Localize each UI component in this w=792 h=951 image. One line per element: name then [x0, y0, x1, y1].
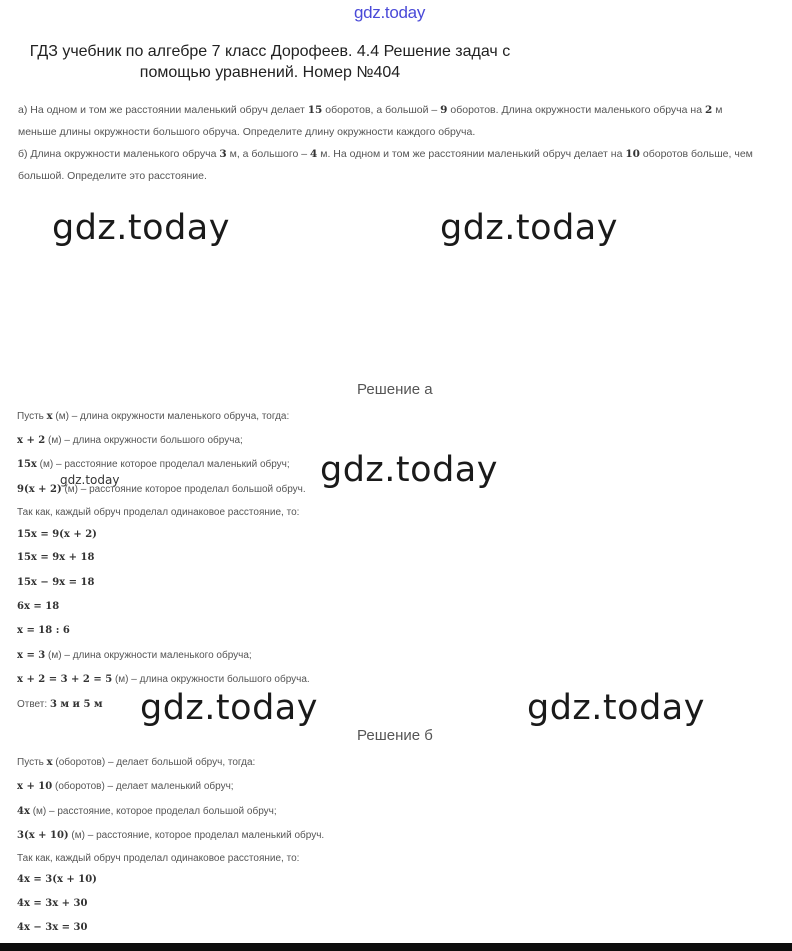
math: x: [46, 411, 53, 422]
text: (м) – расстояние которое проделал большой обруч.: [61, 484, 306, 495]
solution-b-heading: Решение б: [357, 727, 433, 744]
math: x + 2 = 3 + 2 = 5: [17, 674, 113, 685]
solution-a-line: [17, 650, 252, 661]
equation: 15x = 9(x + 2): [17, 529, 97, 540]
watermark: gdz.today: [527, 688, 705, 728]
number: 15: [307, 104, 323, 116]
text: (м) – расстояние, которое проделал маленький обруч.: [68, 830, 325, 841]
solution-b-line: [17, 830, 324, 841]
number: 9: [440, 104, 448, 116]
text: (оборотов) – делает маленький обруч;: [52, 781, 234, 792]
equation: 4x = 3x + 30: [17, 898, 88, 909]
solution-a-line: [17, 484, 306, 495]
text: м. На одном и том же расстоянии маленький обруч делает на: [317, 148, 626, 160]
text: а) На одном и том же расстоянии маленький обруч делает: [18, 104, 308, 116]
page-title: ГДЗ учебник по алгебре 7 класс Дорофеев. 4.4 Решение задач с помощью уравнений. Номер №404: [29, 43, 511, 81]
math: 3(x + 10): [17, 830, 69, 841]
problem-a-line-2: меньше длины окружности большого обруча. Определите длину окружности каждого обруча.: [18, 126, 476, 138]
equation: 6x = 18: [17, 601, 60, 612]
math: 9(x + 2): [17, 484, 62, 495]
math: 4x: [17, 806, 30, 817]
number: 2: [704, 104, 713, 116]
math: x + 2: [17, 435, 46, 446]
text: Пусть: [17, 411, 47, 422]
solution-a-line: Так как, каждый обруч проделал одинаковое расстояние, то:: [17, 507, 300, 518]
problem-a-line-1: [18, 104, 722, 116]
solution-b-line: [17, 757, 255, 768]
watermark-small: gdz.today: [60, 473, 120, 487]
watermark: gdz.today: [140, 688, 318, 728]
solution-a-answer: [17, 699, 103, 710]
site-logo[interactable]: gdz.today: [354, 3, 426, 22]
solution-b-line: [17, 806, 277, 817]
text: Пусть: [17, 757, 47, 768]
solution-a-heading: Решение а: [357, 381, 433, 398]
equation: x = 18 : 6: [17, 625, 70, 636]
math: x + 10: [17, 781, 53, 792]
number: 4: [310, 148, 318, 160]
problem-b-line-1: [18, 148, 753, 160]
solution-b-line: [17, 781, 234, 792]
problem-b-line-2: большой. Определите это расстояние.: [18, 170, 207, 182]
text: (м) – расстояние которое проделал маленький обруч;: [36, 459, 290, 470]
math: x = 3: [17, 650, 46, 661]
watermark: gdz.today: [52, 208, 230, 248]
text: (м) – расстояние, которое проделал большой обруч;: [29, 806, 277, 817]
bottom-bar: [0, 943, 792, 951]
text: м, а большого –: [226, 148, 311, 160]
math: x: [46, 757, 53, 768]
equation: 4x − 3x = 30: [17, 922, 88, 933]
math: 15x: [17, 459, 37, 470]
text: оборотов больше, чем: [639, 148, 753, 160]
text: м: [712, 104, 723, 116]
watermark: gdz.today: [320, 450, 498, 490]
solution-a-line: [17, 674, 310, 685]
text: (м) – длина окружности маленького обруча, тогда:: [52, 411, 290, 422]
text: (м) – длина окружности большого обруча;: [45, 435, 243, 446]
solution-a-line: [17, 459, 290, 470]
equation: 4x = 3(x + 10): [17, 874, 97, 885]
number: 10: [625, 148, 640, 160]
text: (м) – длина окружности маленького обруча;: [45, 650, 252, 661]
solution-b-line: Так как, каждый обруч проделал одинаковое расстояние, то:: [17, 853, 300, 864]
number: 3: [219, 148, 227, 160]
watermark: gdz.today: [440, 208, 618, 248]
equation: 15x = 9x + 18: [17, 552, 95, 563]
text: оборотов. Длина окружности маленького обруча на: [447, 104, 705, 116]
solution-a-line: [17, 435, 243, 446]
text: б) Длина окружности маленького обруча: [18, 148, 220, 160]
answer-value: 3 м и 5 м: [49, 699, 103, 710]
text: оборотов, а большой –: [322, 104, 441, 116]
text: (м) – длина окружности большого обруча.: [112, 674, 310, 685]
equation: 15x − 9x = 18: [17, 577, 95, 588]
solution-a-line: [17, 411, 289, 422]
text: (оборотов) – делает большой обруч, тогда:: [52, 757, 256, 768]
text: Ответ:: [17, 699, 50, 710]
